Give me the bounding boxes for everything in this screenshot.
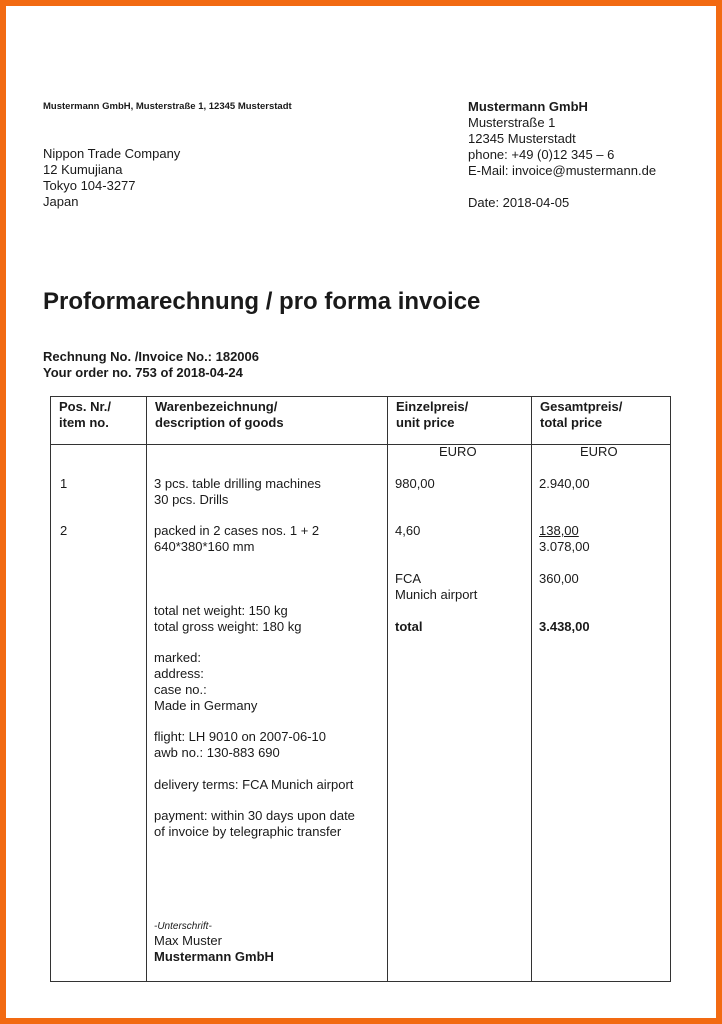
fca-price: 360,00 <box>539 571 579 586</box>
header-description <box>147 397 388 445</box>
row-1-desc-line1: 3 pcs. table drilling machines <box>154 476 321 491</box>
column-total-price <box>532 445 671 982</box>
company-city: 12345 Musterstadt <box>468 131 576 146</box>
grand-total-value: 3.438,00 <box>539 619 590 634</box>
header-desc-line2: description of goods <box>155 415 284 430</box>
header-pos-line1: Pos. Nr./ <box>59 399 112 414</box>
payment-terms-line2: of invoice by telegraphic transfer <box>154 824 342 839</box>
gross-weight: total gross weight: 180 kg <box>154 619 302 634</box>
net-weight: total net weight: 150 kg <box>154 603 288 618</box>
header-pos-line2: item no. <box>59 415 109 430</box>
total-currency: EURO <box>580 444 618 459</box>
recipient-city: Tokyo 104-3277 <box>43 178 136 193</box>
header-unit-line2: unit price <box>396 415 455 430</box>
address-label: address: <box>154 666 204 681</box>
invoice-date: Date: 2018-04-05 <box>468 195 570 210</box>
column-pos <box>51 445 147 982</box>
company-phone: phone: +49 (0)12 345 – 6 <box>468 147 615 162</box>
unit-currency: EURO <box>439 444 477 459</box>
row-1-pos: 1 <box>60 476 68 491</box>
row-1-unit-price: 980,00 <box>395 476 435 491</box>
awb-number: awb no.: 130-883 690 <box>154 745 280 760</box>
order-number: Your order no. 753 of 2018-04-24 <box>43 365 243 380</box>
table-header-row <box>51 397 671 445</box>
invoice-references <box>43 349 259 381</box>
delivery-terms: delivery terms: FCA Munich airport <box>154 777 354 792</box>
header-unit-price <box>388 397 532 445</box>
header-pos <box>51 397 147 445</box>
recipient-address <box>43 146 180 210</box>
recipient-country: Japan <box>43 194 79 209</box>
signature-label: -Unterschrift- <box>154 921 212 932</box>
recipient-name: Nippon Trade Company <box>43 146 181 161</box>
column-unit-price <box>388 445 532 982</box>
table-body-row <box>51 445 671 982</box>
header-total-line1: Gesamtpreis/ <box>540 399 623 414</box>
company-address <box>468 99 656 179</box>
sender-return-address: Mustermann GmbH, Musterstraße 1, 12345 Musterstadt <box>43 101 292 112</box>
flight-info: flight: LH 9010 on 2007-06-10 <box>154 729 327 744</box>
row-2-total-price: 138,00 <box>539 523 579 538</box>
payment-terms-line1: payment: within 30 days upon date <box>154 808 355 823</box>
company-email: E-Mail: invoice@mustermann.de <box>468 163 657 178</box>
invoice-number: Rechnung No. /Invoice No.: 182006 <box>43 349 259 364</box>
row-1-total-price: 2.940,00 <box>539 476 590 491</box>
row-2-desc-line1: packed in 2 cases nos. 1 + 2 <box>154 523 320 538</box>
subtotal-value: 3.078,00 <box>539 539 590 554</box>
header-total-price <box>532 397 671 445</box>
row-2-unit-price: 4,60 <box>395 523 421 538</box>
fca-label: FCA <box>395 571 421 586</box>
marked-label: marked: <box>154 650 201 665</box>
header-total-line2: total price <box>540 415 603 430</box>
header-unit-line1: Einzelpreis/ <box>396 399 469 414</box>
signer-company: Mustermann GmbH <box>154 949 274 964</box>
column-description <box>147 445 388 982</box>
fca-place: Munich airport <box>395 587 478 602</box>
row-2-pos: 2 <box>60 523 68 538</box>
document-title: Proformarechnung / pro forma invoice <box>43 288 481 315</box>
row-2-desc-line2: 640*380*160 mm <box>154 539 255 554</box>
company-street: Musterstraße 1 <box>468 115 556 130</box>
signer-name: Max Muster <box>154 933 222 948</box>
case-no-label: case no.: <box>154 682 207 697</box>
made-in-label: Made in Germany <box>154 698 258 713</box>
header-desc-line1: Warenbezeichnung/ <box>155 399 278 414</box>
recipient-street: 12 Kumujiana <box>43 162 123 177</box>
row-1-desc-line2: 30 pcs. Drills <box>154 492 229 507</box>
company-name: Mustermann GmbH <box>468 99 588 114</box>
items-table <box>50 396 671 982</box>
total-label: total <box>395 619 423 634</box>
